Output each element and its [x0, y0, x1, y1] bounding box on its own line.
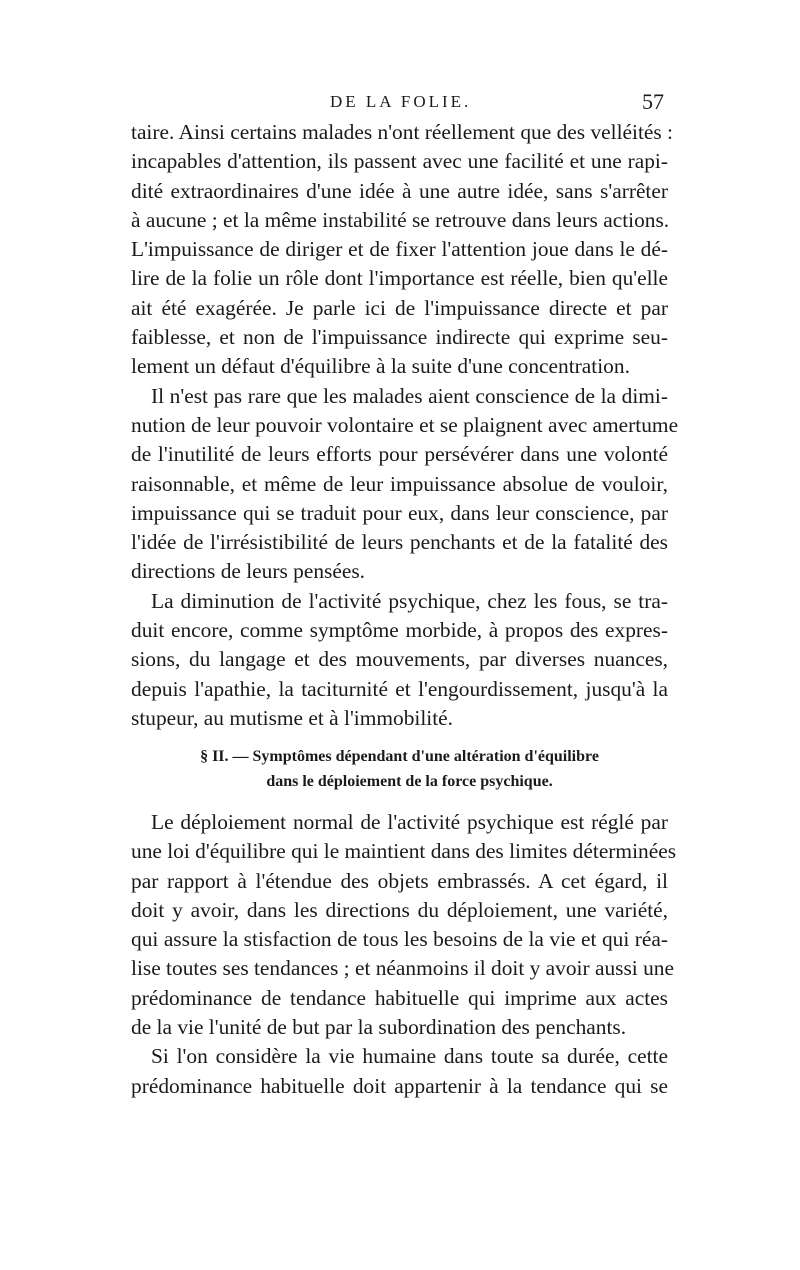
text-line: prédominance habituelle doit appartenir à la tendance qui se — [131, 1073, 668, 1098]
text-line: nution de leur pouvoir volontaire et se plaignent avec amertume — [131, 412, 679, 437]
page-number: 57 — [642, 89, 664, 114]
text-line: incapables d'attention, ils passent avec une facilité et une rapi- — [131, 149, 668, 174]
text-line: directions de leurs pensées. — [131, 559, 366, 584]
text-line: duit encore, comme symptôme morbide, à propos des expres- — [131, 618, 668, 643]
text-line: L'impuissance de diriger et de fixer l'attention joue dans le dé- — [131, 237, 668, 262]
text-line: une loi d'équilibre qui le maintient dans des limites déterminées — [131, 839, 677, 864]
text-line: stupeur, au mutisme et à l'immobilité. — [131, 705, 454, 730]
text-line: dité extraordinaires d'une idée à une autre idée, sans s'arrêter — [131, 178, 668, 203]
text-line: l'idée de l'irrésistibilité de leurs penchants et de la fatalité des — [131, 530, 668, 555]
text-line: ait été exagérée. Je parle ici de l'impuissance directe et par — [131, 295, 668, 320]
body-text-bottom — [131, 808, 677, 1101]
text-line: Si l'on considère la vie humaine dans toute sa durée, cette — [151, 1044, 668, 1069]
text-line: faiblesse, et non de l'impuissance indirecte qui exprime seu- — [131, 325, 668, 350]
text-line: de l'inutilité de leurs efforts pour persévérer dans une volonté — [131, 442, 668, 467]
text-line: raisonnable, et même de leur impuissance absolue de vouloir, — [131, 471, 668, 496]
text-line: taire. Ainsi certains malades n'ont réellement que des velléités : — [131, 120, 674, 144]
text-line: La diminution de l'activité psychique, chez les fous, se tra- — [151, 588, 668, 613]
body-text-top — [131, 118, 679, 733]
text-line: doit y avoir, dans les directions du déploiement, une variété, — [131, 897, 668, 922]
text-line: lise toutes ses tendances ; et néanmoins il doit y avoir aussi une — [131, 956, 674, 981]
text-line: de la vie l'unité de but par la subordination des penchants. — [131, 1015, 627, 1040]
text-line: Le déploiement normal de l'activité psychique est réglé par — [151, 810, 668, 834]
section-heading — [131, 744, 668, 794]
text-line: sions, du langage et des mouvements, par diverses nuances, — [131, 647, 668, 672]
text-line: par rapport à l'étendue des objets embrassés. A cet égard, il — [131, 868, 668, 893]
running-head: DE LA FOLIE. — [330, 92, 472, 111]
section-heading-line: § II. — Symptômes dépendant d'une altération d'équilibre — [200, 748, 599, 765]
text-line: qui assure la stisfaction de tous les besoins de la vie et qui réa- — [131, 927, 668, 952]
text-line: Il n'est pas rare que les malades aient conscience de la dimi- — [151, 383, 668, 408]
text-line: prédominance de tendance habituelle qui imprime aux actes — [131, 985, 668, 1010]
text-line: lement un défaut d'équilibre à la suite d'une concentration. — [131, 354, 630, 379]
text-line: impuissance qui se traduit pour eux, dans leur conscience, par — [131, 500, 668, 525]
text-line: depuis l'apathie, la taciturnité et l'engourdissement, jusqu'à la — [131, 676, 668, 701]
text-line: à aucune ; et la même instabilité se retrouve dans leurs actions. — [131, 207, 670, 232]
section-heading-line: dans le déploiement de la force psychique. — [266, 773, 553, 790]
text-line: lire de la folie un rôle dont l'importance est réelle, bien qu'elle — [131, 266, 668, 291]
